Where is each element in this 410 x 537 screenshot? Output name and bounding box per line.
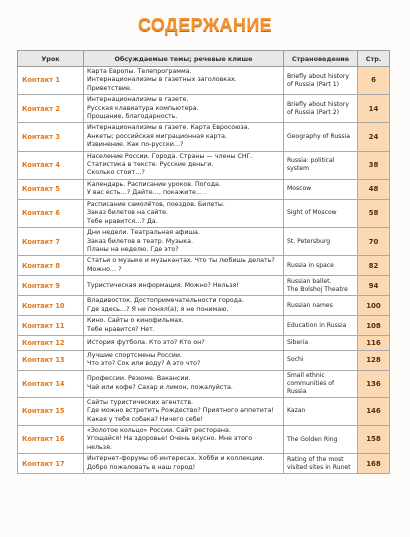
country-studies-cell: Small ethnic communities of Russia (284, 370, 358, 397)
country-studies-cell: St. Petersburg (284, 228, 358, 256)
topics-cell: Профессии. Резюме. Вакансии. Чай или кофе? Сахар и лимон, пожалуйста. (84, 370, 284, 397)
header-country-studies: Страноведение (284, 51, 358, 67)
country-studies-cell: Russia: political system (284, 151, 358, 179)
table-row (18, 151, 390, 179)
table-row (18, 454, 390, 474)
page-number-cell: 48 (358, 179, 390, 199)
country-studies-cell: Russian names (284, 296, 358, 316)
topics-cell: Статьи о музыке и музыкантах. Что ты любишь делать? Можно… ? (84, 256, 284, 276)
lesson-cell: Контакт 6 (18, 199, 84, 227)
page-number-cell: 100 (358, 296, 390, 316)
topics-cell: Лучшие спортсмены России. Что это? Сок или воду? А это что? (84, 350, 284, 370)
topics-cell: Население России. Города. Страны — члены СНГ. Статистика в тексте. Русские деньги. Сколько стоит…? (84, 151, 284, 179)
topics-cell: Интернационализмы в газете. Карта Евросоюза. Анкеты; российская миграционная карта. Извинение. Как по-русски…? (84, 123, 284, 151)
page-number-cell: 116 (358, 336, 390, 351)
header-lesson: Урок (18, 51, 84, 67)
header-topics: Обсуждаемые темы; речевые клише (84, 51, 284, 67)
table-row (18, 123, 390, 151)
lesson-cell: Контакт 5 (18, 179, 84, 199)
table-row (18, 256, 390, 276)
topics-cell: Дни недели. Театральная афиша. Заказ билетов в театр. Музыка. Планы на неделю. Где это? (84, 228, 284, 256)
page-number-cell: 108 (358, 316, 390, 336)
topics-cell: Расписание самолётов, поездов. Билеты. Заказ билетов на сайте. Тебе нравится…? Да. (84, 199, 284, 227)
page-number-cell: 6 (358, 67, 390, 95)
country-studies-cell: Russian ballet. The Bolshoj Theatre (284, 276, 358, 296)
topics-cell: Карта Европы. Телепрограмма. Интернационализмы в газетных заголовках. Приветствие. (84, 67, 284, 95)
table-row (18, 67, 390, 95)
country-studies-cell: Sochi (284, 350, 358, 370)
table-row (18, 199, 390, 227)
table-row (18, 228, 390, 256)
page-number-cell: 82 (358, 256, 390, 276)
page-number-cell: 24 (358, 123, 390, 151)
lesson-cell: Контакт 15 (18, 397, 84, 425)
lesson-cell: Контакт 12 (18, 336, 84, 351)
page-title: СОДЕРЖАНИЕ (137, 15, 273, 35)
header-row (18, 51, 390, 67)
topics-cell: История футбола. Кто это? Кто он? (84, 336, 284, 351)
page-number-cell: 70 (358, 228, 390, 256)
lesson-cell: Контакт 17 (18, 454, 84, 474)
lesson-cell: Контакт 8 (18, 256, 84, 276)
country-studies-cell: The Golden Ring (284, 426, 358, 454)
page-number-cell: 94 (358, 276, 390, 296)
table-row (18, 276, 390, 296)
country-studies-cell: Siberia (284, 336, 358, 351)
topics-cell: «Золотое кольцо» России. Сайт ресторана. Угощайся! На здоровье! Очень вкусно. Мне этого нельзя. (84, 426, 284, 454)
country-studies-cell: Kazan (284, 397, 358, 425)
country-studies-cell: Rating of the most visited sites in Runet (284, 454, 358, 474)
table-row (18, 426, 390, 454)
lesson-cell: Контакт 7 (18, 228, 84, 256)
page-number-cell: 136 (358, 370, 390, 397)
contents-table (17, 50, 390, 474)
topics-cell: Туристическая информация. Можно? Нельзя! (84, 276, 284, 296)
lesson-cell: Контакт 10 (18, 296, 84, 316)
lesson-cell: Контакт 11 (18, 316, 84, 336)
lesson-cell: Контакт 13 (18, 350, 84, 370)
table-row (18, 179, 390, 199)
country-studies-cell: Briefly about history of Russia (Part 2) (284, 95, 358, 123)
page-number-cell: 146 (358, 397, 390, 425)
table-row (18, 397, 390, 425)
table-row (18, 350, 390, 370)
table-row (18, 370, 390, 397)
topics-cell: Календарь. Расписание уроков. Погода. У вас есть…? Дайте…, покажите… . (84, 179, 284, 199)
page-number-cell: 38 (358, 151, 390, 179)
country-studies-cell: Sight of Moscow (284, 199, 358, 227)
lesson-cell: Контакт 9 (18, 276, 84, 296)
page-number-cell: 14 (358, 95, 390, 123)
topics-cell: Сайты туристических агентств. Где можно встретить Рождество? Приятного аппетита! Какая у тебя собака? Ничего себе! (84, 397, 284, 425)
country-studies-cell: Briefly about history of Russia (Part 1) (284, 67, 358, 95)
topics-cell: Кино. Сайты о кинофильмах. Тебе нравится? Нет. (84, 316, 284, 336)
topics-cell: Интернационализмы в газете. Русская клавиатура компьютера. Прощание, благодарность. (84, 95, 284, 123)
table-row (18, 296, 390, 316)
country-studies-cell: Geography of Russia (284, 123, 358, 151)
topics-cell: Интернет-форумы об интересах. Хобби и коллекции. Добро пожаловать в наш город! (84, 454, 284, 474)
table-body (18, 67, 390, 474)
lesson-cell: Контакт 2 (18, 95, 84, 123)
country-studies-cell: Education in Russia (284, 316, 358, 336)
page-number-cell: 168 (358, 454, 390, 474)
table-row (18, 316, 390, 336)
table-row (18, 95, 390, 123)
country-studies-cell: Moscow (284, 179, 358, 199)
header-page: Стр. (358, 51, 390, 67)
page-number-cell: 128 (358, 350, 390, 370)
page-number-cell: 58 (358, 199, 390, 227)
topics-cell: Владивосток. Достопримечательности города. Где здесь…? Я не понял(а), я не понимаю. (84, 296, 284, 316)
page-number-cell: 158 (358, 426, 390, 454)
lesson-cell: Контакт 14 (18, 370, 84, 397)
lesson-cell: Контакт 3 (18, 123, 84, 151)
lesson-cell: Контакт 16 (18, 426, 84, 454)
lesson-cell: Контакт 1 (18, 67, 84, 95)
country-studies-cell: Russia in space (284, 256, 358, 276)
lesson-cell: Контакт 4 (18, 151, 84, 179)
table-row (18, 336, 390, 351)
